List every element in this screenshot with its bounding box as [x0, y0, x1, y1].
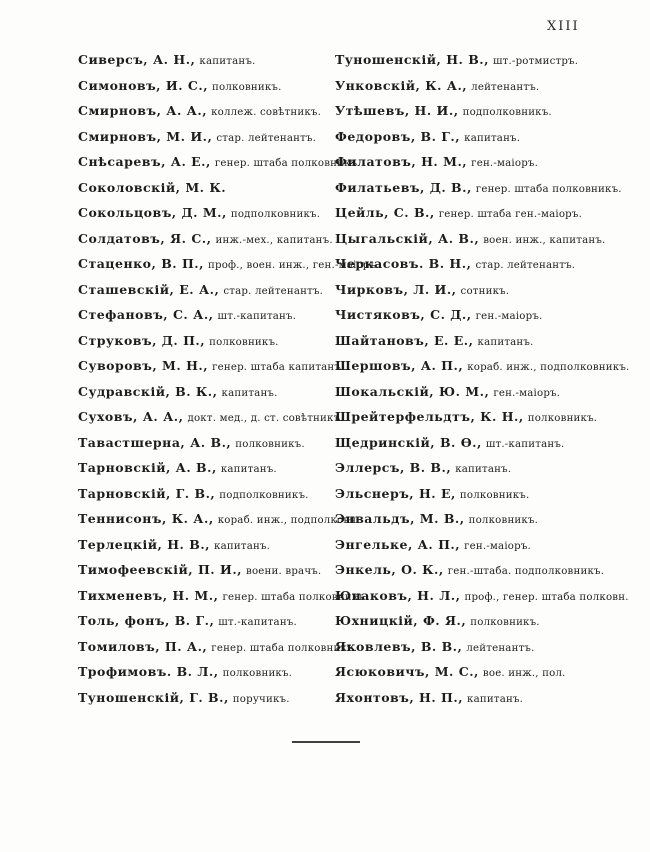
- person-rank: стар. лейтенантъ.: [216, 132, 317, 144]
- list-item: [78, 403, 344, 429]
- person-rank: стар. лейтенантъ.: [475, 260, 576, 271]
- person-name: Суховъ, А. А.,: [78, 409, 184, 424]
- person-rank: воени. врачъ.: [246, 566, 322, 577]
- list-item: [78, 454, 336, 480]
- list-item: [78, 225, 336, 251]
- person-name: Федоровъ, В. Г.,: [335, 128, 461, 144]
- list-item: [78, 199, 336, 225]
- person-name: Сташевскій, Е. А.,: [78, 281, 220, 297]
- person-rank: полковникъ.: [209, 336, 279, 348]
- person-name: Энвальдъ, М. В.,: [335, 511, 465, 526]
- person-name: Яковлевъ, В. В.,: [335, 638, 463, 654]
- list-item: [78, 607, 336, 633]
- person-rank: докт. мед., д. ст. совѣтникъ.: [187, 413, 344, 424]
- person-name: Шершовъ, А. П.,: [335, 358, 464, 373]
- list-item: [335, 148, 635, 174]
- person-rank: полковникъ.: [212, 81, 282, 93]
- person-rank: полковникъ.: [235, 438, 305, 450]
- person-rank: генер. штаба ген.-маіоръ.: [438, 209, 583, 220]
- list-item: [335, 582, 635, 608]
- person-rank: лейтенантъ.: [471, 81, 540, 93]
- list-item: [78, 556, 336, 582]
- person-rank: шт.-капитанъ.: [218, 617, 297, 628]
- list-item: [78, 72, 336, 98]
- person-rank: ген.-маіоръ.: [471, 158, 539, 169]
- person-name: Трофимовъ. В. Л.,: [78, 664, 219, 679]
- person-rank: ген.-маіоръ.: [464, 540, 531, 552]
- person-rank: капитанъ.: [199, 56, 256, 67]
- list-item: [78, 378, 336, 404]
- name-list-column-left: [78, 46, 380, 709]
- person-rank: полковникъ.: [468, 515, 539, 526]
- person-name: Тимофеевскій, П. И.,: [78, 562, 243, 577]
- person-name: Юхницкій, Ф. Я.,: [335, 613, 467, 628]
- person-rank: полковникъ.: [470, 617, 540, 628]
- page-number: XIII: [547, 19, 580, 34]
- person-name: Симоновъ, И. С.,: [78, 77, 209, 93]
- list-item: [335, 429, 635, 455]
- person-name: Эльснеръ, Н. Е,: [335, 485, 456, 501]
- list-item: [335, 250, 635, 276]
- person-name: Энгельке, А. П.,: [335, 536, 461, 552]
- list-item: [335, 301, 635, 327]
- person-name: Теннисонъ, К. А.,: [78, 511, 214, 526]
- person-name: Цейль, С. В.,: [335, 205, 435, 220]
- person-name: Судравскій, В. К.,: [78, 383, 218, 399]
- person-name: Смирновъ, А. А.,: [78, 103, 208, 118]
- list-item: [335, 276, 635, 302]
- person-name: Щедринскій, В. Ѳ.,: [335, 434, 482, 450]
- person-rank: коллеж. совѣтникъ.: [211, 107, 322, 118]
- person-rank: проф., генер. штаба полковн.: [464, 591, 629, 603]
- list-item: [335, 658, 635, 684]
- list-item: [335, 72, 635, 98]
- list-item: [335, 174, 635, 200]
- person-rank: воен. инж., капитанъ.: [483, 234, 606, 246]
- list-item: [78, 123, 336, 149]
- section-end-rule: [292, 741, 360, 743]
- list-item: [78, 658, 336, 684]
- list-item: [335, 327, 635, 353]
- person-name: Туношенскій, Г. В.,: [78, 689, 229, 705]
- person-name: Сокольцовъ, Д. М.,: [78, 205, 227, 220]
- list-item: [78, 46, 336, 72]
- person-name: Соколовскій, М. К.: [78, 179, 227, 195]
- list-item: [78, 582, 369, 608]
- list-item: [78, 276, 336, 302]
- name-list-column-right: [335, 46, 635, 709]
- list-item: [335, 403, 635, 429]
- list-item: [335, 480, 635, 506]
- person-rank: генер. штаба полковникъ.: [214, 158, 361, 169]
- list-item: [78, 97, 336, 123]
- person-name: Эллерсъ, В. В.,: [335, 460, 452, 475]
- person-name: Сиверсъ, А. Н.,: [78, 52, 196, 67]
- person-name: Толь, фонъ, В. Г.,: [78, 613, 215, 628]
- person-rank: капитанъ.: [477, 336, 534, 348]
- list-item: [78, 505, 360, 531]
- person-rank: ген.-маіоръ.: [475, 311, 543, 322]
- person-name: Яхонтовъ, Н. П.,: [335, 689, 464, 705]
- person-rank: шт.-капитанъ.: [217, 311, 297, 322]
- list-item: [78, 531, 336, 557]
- person-rank: ген.-штаба. подполковникъ.: [447, 566, 605, 577]
- person-name: Шрейтерфельдтъ, К. Н.,: [335, 409, 524, 424]
- person-name: Тихменевъ, Н. М.,: [78, 587, 219, 603]
- person-rank: лейтенантъ.: [466, 642, 535, 654]
- person-name: Утѣшевъ, Н. И.,: [335, 103, 459, 118]
- person-rank: проф., воен. инж., ген.-маіоръ.: [207, 260, 380, 271]
- person-name: Суворовъ, М. Н.,: [78, 358, 209, 373]
- list-item: [335, 352, 635, 378]
- list-item: [78, 352, 345, 378]
- person-name: Тарновскій, Г. В.,: [78, 485, 216, 501]
- person-rank: подполковникъ.: [230, 209, 321, 220]
- list-item: [78, 633, 358, 659]
- person-rank: кораб. инж., подполковн.: [217, 515, 360, 526]
- person-rank: инж.-мех., капитанъ.: [215, 234, 333, 246]
- person-rank: вое. инж., пол.: [482, 668, 566, 679]
- person-rank: ген.-маіоръ.: [493, 387, 561, 399]
- person-rank: полковникъ.: [222, 668, 293, 679]
- list-item: [335, 505, 635, 531]
- list-item: [335, 454, 635, 480]
- person-rank: подполковникъ.: [462, 107, 552, 118]
- person-name: Солдатовъ, Я. С.,: [78, 230, 212, 246]
- list-item: [335, 531, 635, 557]
- person-rank: капитанъ.: [467, 693, 524, 705]
- list-item: [78, 480, 336, 506]
- person-rank: сотникъ.: [460, 285, 510, 297]
- person-name: Унковскій, К. А.,: [335, 77, 468, 93]
- list-item: [78, 148, 361, 174]
- person-rank: капитанъ.: [455, 464, 512, 475]
- person-name: Тарновскій, А. В.,: [78, 460, 217, 475]
- person-name: Чистяковъ, С. Д.,: [335, 307, 472, 322]
- person-name: Ясюковичъ, М. С.,: [335, 664, 479, 679]
- person-name: Струковъ, Д. П.,: [78, 332, 206, 348]
- person-rank: капитанъ.: [220, 464, 277, 475]
- list-item: [335, 633, 635, 659]
- person-name: Шайтановъ, Е. Е.,: [335, 332, 474, 348]
- person-rank: капитанъ.: [221, 387, 278, 399]
- list-item: [78, 250, 380, 276]
- person-name: Смирновъ, М. И.,: [78, 128, 213, 144]
- person-rank: полковникъ.: [459, 489, 530, 501]
- person-name: Чирковъ, Л. И.,: [335, 281, 457, 297]
- person-rank: генер. штаба полковникъ.: [211, 642, 358, 654]
- list-item: [78, 327, 336, 353]
- person-rank: капитанъ.: [464, 132, 521, 144]
- list-item: [335, 378, 635, 404]
- list-item: [335, 123, 635, 149]
- person-rank: поручикъ.: [232, 693, 290, 705]
- person-name: Тавастшерна, А. В.,: [78, 434, 232, 450]
- list-item: [78, 429, 336, 455]
- list-item: [335, 46, 635, 72]
- list-item: [78, 684, 336, 710]
- person-rank: генер. штаба полковникъ.: [475, 183, 622, 195]
- person-rank: кораб. инж., подполковникъ.: [467, 362, 630, 373]
- person-rank: подполковникъ.: [219, 489, 309, 501]
- person-name: Терлецкій, Н. В.,: [78, 536, 211, 552]
- person-name: Филатовъ, Н. М.,: [335, 154, 468, 169]
- list-item: [335, 607, 635, 633]
- person-name: Энкель, О. К.,: [335, 562, 444, 577]
- list-item: [78, 301, 336, 327]
- person-name: Шокальскій, Ю. М.,: [335, 383, 490, 399]
- list-item: [78, 174, 336, 200]
- person-rank: шт.-капитанъ.: [485, 438, 565, 450]
- list-item: [335, 556, 635, 582]
- person-rank: генер. штаба полковникъ.: [222, 591, 369, 603]
- person-name: Стаценко, В. П.,: [78, 256, 204, 271]
- person-name: Туношенскій, Н. В.,: [335, 52, 489, 67]
- list-item: [335, 199, 635, 225]
- person-rank: полковникъ.: [527, 413, 598, 424]
- list-item: [335, 684, 635, 710]
- person-rank: шт.-ротмистръ.: [492, 56, 579, 67]
- person-rank: капитанъ.: [214, 540, 271, 552]
- person-name: Снѣсаревъ, А. Е.,: [78, 154, 211, 169]
- person-name: Филатьевъ, Д. В.,: [335, 179, 472, 195]
- person-rank: стар. лейтенантъ.: [223, 285, 324, 297]
- person-rank: генер. штаба капитанъ.: [212, 362, 345, 373]
- person-name: Черкасовъ. В. Н.,: [335, 256, 472, 271]
- list-item: [335, 225, 635, 251]
- person-name: Томиловъ, П. А.,: [78, 638, 208, 654]
- person-name: Стефановъ, С. А.,: [78, 307, 214, 322]
- list-item: [335, 97, 635, 123]
- person-name: Цыгальскій, А. В.,: [335, 230, 480, 246]
- person-name: Юнаковъ, Н. Л.,: [335, 587, 461, 603]
